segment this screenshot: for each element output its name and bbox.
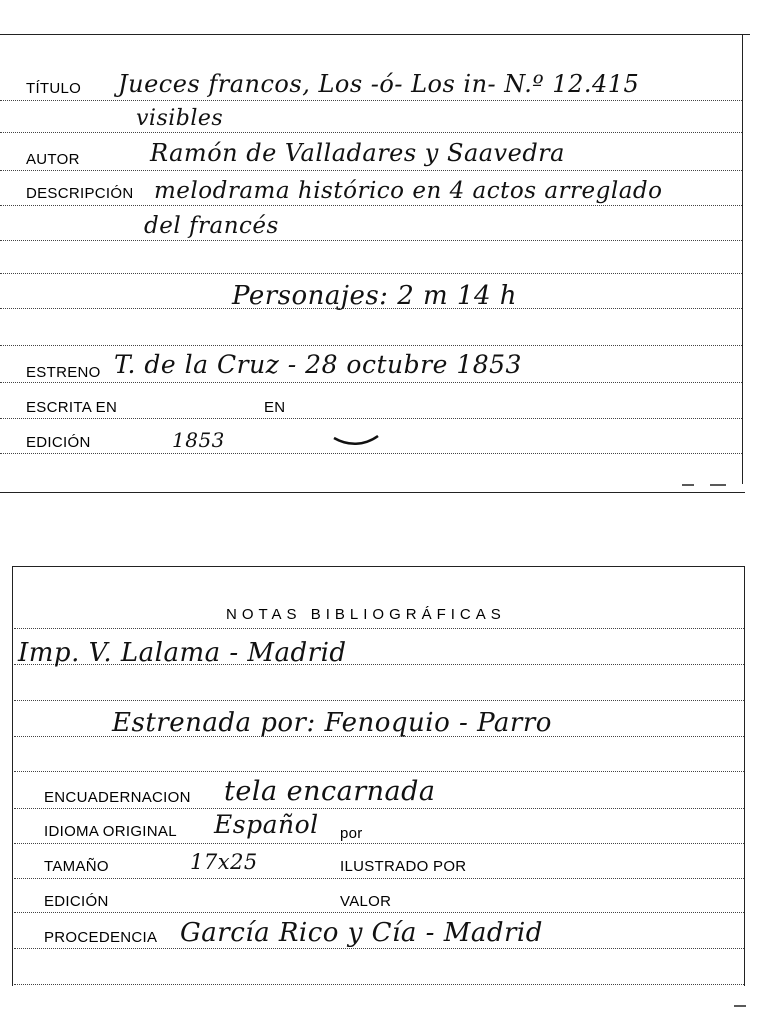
- edicion-value: 1853: [172, 428, 225, 452]
- tamano-value: 17x25: [190, 850, 258, 874]
- card-top-border: [12, 566, 745, 567]
- rule-line: [0, 418, 742, 419]
- descripcion-label: DESCRIPCIÓN: [26, 185, 134, 202]
- rule-line: [0, 170, 742, 171]
- idioma-original-label: IDIOMA ORIGINAL: [44, 823, 177, 840]
- autor-label: AUTOR: [26, 151, 80, 168]
- ilustrado-por-label: ILUSTRADO POR: [340, 858, 467, 875]
- notas-bibliograficas-heading: NOTAS BIBLIOGRÁFICAS: [226, 606, 506, 623]
- autor-value: Ramón de Valladares y Saavedra: [150, 139, 565, 167]
- titulo-label: TÍTULO: [26, 80, 82, 97]
- catalog-card-back: [0, 560, 759, 1000]
- personajes-value: Personajes: 2 m 14 h: [232, 281, 518, 311]
- catalog-card-front: [0, 0, 759, 500]
- valor-label: VALOR: [340, 893, 392, 910]
- rule-line: [14, 808, 744, 809]
- rule-line: [14, 948, 744, 949]
- estreno-value: T. de la Cruz - 28 octubre 1853: [114, 350, 522, 379]
- edicion-label: EDICIÓN: [44, 893, 109, 910]
- rule-line: [14, 771, 744, 772]
- rule-line: [14, 700, 744, 701]
- tamano-label: TAMAÑO: [44, 858, 109, 875]
- procedencia-value: García Rico y Cía - Madrid: [180, 918, 543, 948]
- en-label: EN: [264, 399, 286, 416]
- titulo-value-continued: visibles: [136, 106, 224, 131]
- card-left-border: [12, 566, 13, 986]
- rule-line: [0, 100, 742, 101]
- encuadernacion-label: ENCUADERNACION: [44, 789, 191, 806]
- edicion-label: EDICIÓN: [26, 434, 91, 451]
- notes-estrenada: Estrenada por: Fenoquio - Parro: [112, 708, 552, 738]
- rule-line: [0, 345, 742, 346]
- rule-line: [0, 205, 742, 206]
- pen-mark: [330, 420, 390, 450]
- notes-imprenta: Imp. V. Lalama - Madrid: [18, 638, 347, 668]
- rule-line: [14, 912, 744, 913]
- procedencia-label: PROCEDENCIA: [44, 929, 158, 946]
- rule-line: [14, 984, 744, 985]
- rule-line: [14, 628, 744, 629]
- card-bottom-border: [0, 492, 745, 493]
- card-right-border: [744, 566, 745, 986]
- card-right-border: [742, 34, 743, 484]
- estreno-label: ESTRENO: [26, 364, 101, 381]
- escrita-en-label: ESCRITA EN: [26, 399, 118, 416]
- encuadernacion-value: tela encarnada: [224, 776, 436, 807]
- edge-mark: [680, 480, 730, 490]
- rule-line: [0, 382, 742, 383]
- card-top-border: [0, 34, 750, 35]
- titulo-value: Jueces francos, Los -ó- Los in- N.º 12.415: [118, 70, 640, 98]
- rule-line: [0, 273, 742, 274]
- rule-line: [0, 240, 742, 241]
- rule-line: [0, 453, 742, 454]
- descripcion-value: melodrama histórico en 4 actos arreglado: [154, 178, 663, 204]
- rule-line: [14, 878, 744, 879]
- edge-mark: [730, 996, 750, 1016]
- por-label: por: [340, 825, 363, 842]
- descripcion-value-continued: del francés: [144, 213, 279, 239]
- rule-line: [14, 843, 744, 844]
- rule-line: [0, 132, 742, 133]
- idioma-original-value: Español: [214, 810, 319, 839]
